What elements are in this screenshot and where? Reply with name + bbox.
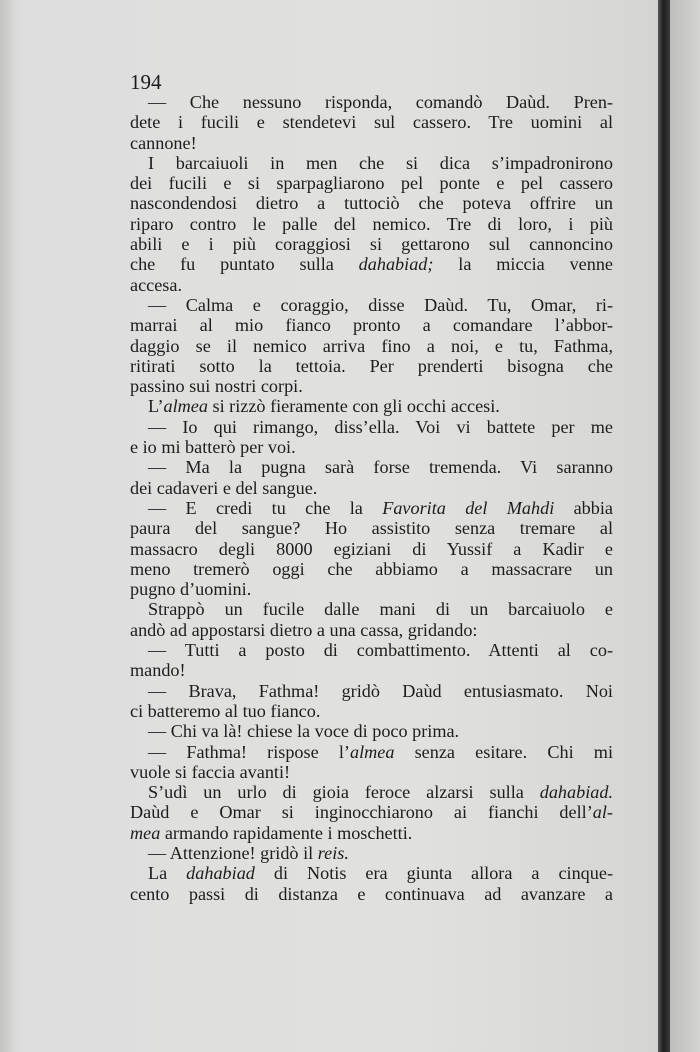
text-segment: armando rapidamente i moschetti. bbox=[160, 822, 413, 843]
italic-text-segment: almea bbox=[163, 396, 208, 417]
text-segment: — Che nessuno risponda, comandò Daùd. Pren- bbox=[148, 92, 613, 112]
text-segment: Strappò un fucile dalle mani di un barcaiuolo e bbox=[148, 599, 613, 620]
text-line bbox=[130, 498, 613, 518]
italic-text-segment: Favorita del Mahdi bbox=[382, 497, 555, 518]
text-line bbox=[130, 133, 613, 153]
text-segment: passino sui nostri corpi. bbox=[130, 376, 303, 397]
text-line bbox=[130, 92, 613, 112]
text-line bbox=[130, 254, 613, 274]
text-line bbox=[130, 518, 613, 538]
text-segment: senza esitare. Chi mi bbox=[394, 741, 613, 762]
page-number: 194 bbox=[130, 70, 162, 94]
text-line bbox=[130, 457, 613, 477]
italic-text-segment: almea bbox=[349, 741, 395, 762]
text-line bbox=[130, 214, 613, 234]
text-segment: accesa. bbox=[130, 274, 182, 295]
text-segment: si rizzò fieramente con gli occhi accesi. bbox=[207, 396, 500, 417]
text-line bbox=[130, 112, 613, 132]
text-segment: I barcaiuoli in men che si dica s’impadronirono bbox=[148, 152, 613, 173]
text-line bbox=[130, 579, 613, 599]
text-segment: nascondendosi dietro a tuttociò che poteva offrire un bbox=[130, 193, 613, 214]
italic-text-segment: dahabiad. bbox=[539, 782, 613, 803]
text-line bbox=[130, 701, 613, 721]
text-line bbox=[130, 478, 613, 498]
text-segment: marrai al mio fianco pronto a comandare l’abbor- bbox=[130, 315, 613, 336]
text-line bbox=[130, 234, 613, 254]
text-segment: pugno d’uomini. bbox=[130, 579, 252, 600]
text-line bbox=[130, 295, 613, 315]
text-line bbox=[130, 863, 613, 883]
text-line bbox=[130, 599, 613, 619]
text-line bbox=[130, 376, 613, 396]
text-line bbox=[130, 660, 613, 680]
text-line bbox=[130, 681, 613, 701]
text-segment: La bbox=[148, 863, 187, 884]
text-line bbox=[130, 742, 613, 762]
text-segment: dete i fucili e stendetevi sul cassero. Tre uomini al bbox=[130, 112, 613, 133]
text-line bbox=[130, 275, 613, 295]
text-segment: — Brava, Fathma! gridò Daùd entusiasmato. Noi bbox=[148, 680, 613, 701]
text-line bbox=[130, 721, 613, 741]
page-edge bbox=[670, 0, 700, 1052]
text-line bbox=[130, 356, 613, 376]
italic-text-segment: dahabiad bbox=[186, 863, 255, 884]
text-segment: che fu puntato sulla bbox=[130, 254, 359, 275]
text-segment: — Fathma! rispose l’ bbox=[148, 741, 350, 762]
text-line bbox=[130, 843, 613, 863]
text-line bbox=[130, 559, 613, 579]
text-segment: — Chi va là! chiese la voce di poco prima. bbox=[148, 721, 460, 742]
text-segment: riparo contro le palle del nemico. Tre di loro, i più bbox=[130, 213, 613, 234]
text-segment: ritirati sotto la tettoia. Per prenderti bisogna che bbox=[130, 355, 613, 376]
body-text bbox=[130, 92, 613, 904]
text-segment: L’ bbox=[148, 396, 164, 417]
italic-text-segment: dahabiad; bbox=[358, 254, 434, 275]
book-spine-shadow bbox=[658, 0, 670, 1052]
text-segment: abbia bbox=[554, 497, 613, 518]
text-line bbox=[130, 539, 613, 559]
text-line bbox=[130, 620, 613, 640]
text-segment: — Tutti a posto di combattimento. Attenti al co- bbox=[148, 640, 613, 661]
text-segment: cento passi di distanza e continuava ad avanzare a bbox=[130, 883, 613, 904]
text-segment: — Attenzione! gridò il bbox=[148, 842, 318, 863]
text-line bbox=[130, 315, 613, 335]
text-segment: Daùd e Omar si inginocchiarono ai fianchi dell’ bbox=[130, 802, 593, 823]
text-segment: abili e i più coraggiosi si gettarono sul cannoncino bbox=[130, 234, 613, 255]
text-segment: S’udì un urlo di gioia feroce alzarsi sulla bbox=[148, 782, 540, 803]
text-line bbox=[130, 417, 613, 437]
text-segment: meno tremerò oggi che abbiamo a massacrare un bbox=[130, 558, 613, 579]
text-segment: paura del sangue? Ho assistito senza tremare al bbox=[130, 518, 613, 539]
text-segment: dei fucili e si sparpagliarono pel ponte e pel cassero bbox=[130, 173, 613, 194]
text-line bbox=[130, 396, 613, 416]
text-line bbox=[130, 762, 613, 782]
italic-text-segment: reis. bbox=[317, 842, 349, 863]
text-line bbox=[130, 173, 613, 193]
text-line bbox=[130, 802, 613, 822]
text-line bbox=[130, 782, 613, 802]
page-left-shadow bbox=[0, 0, 14, 1052]
text-segment: cannone! bbox=[130, 132, 197, 153]
text-segment: ci batteremo al tuo fianco. bbox=[130, 700, 321, 721]
text-line bbox=[130, 823, 613, 843]
text-segment: vuole si faccia avanti! bbox=[130, 761, 291, 782]
text-segment: — Calma e coraggio, disse Daùd. Tu, Omar, ri- bbox=[148, 294, 613, 315]
text-segment: — Ma la pugna sarà forse tremenda. Vi saranno bbox=[148, 457, 613, 478]
italic-text-segment: al- bbox=[592, 802, 613, 823]
text-segment: la miccia venne bbox=[433, 254, 613, 275]
text-segment: daggio se il nemico arriva fino a noi, e tu, Fathma, bbox=[130, 335, 613, 356]
text-segment: dei cadaveri e del sangue. bbox=[130, 477, 318, 498]
text-segment: di Notis era giunta allora a cinque- bbox=[254, 863, 613, 884]
text-segment: massacro degli 8000 egiziani di Yussif a Kadir e bbox=[130, 538, 613, 559]
italic-text-segment: mea bbox=[130, 822, 161, 843]
text-line bbox=[130, 153, 613, 173]
text-segment: — E credi tu che la bbox=[148, 497, 383, 518]
text-line bbox=[130, 884, 613, 904]
text-segment: mando! bbox=[130, 660, 186, 681]
text-line bbox=[130, 336, 613, 356]
text-line bbox=[130, 640, 613, 660]
text-line bbox=[130, 437, 613, 457]
text-segment: e io mi batterò per voi. bbox=[130, 437, 296, 458]
text-line bbox=[130, 193, 613, 213]
text-segment: — Io qui rimango, diss’ella. Voi vi battete per me bbox=[148, 416, 613, 437]
text-segment: andò ad appostarsi dietro a una cassa, gridando: bbox=[130, 619, 478, 640]
